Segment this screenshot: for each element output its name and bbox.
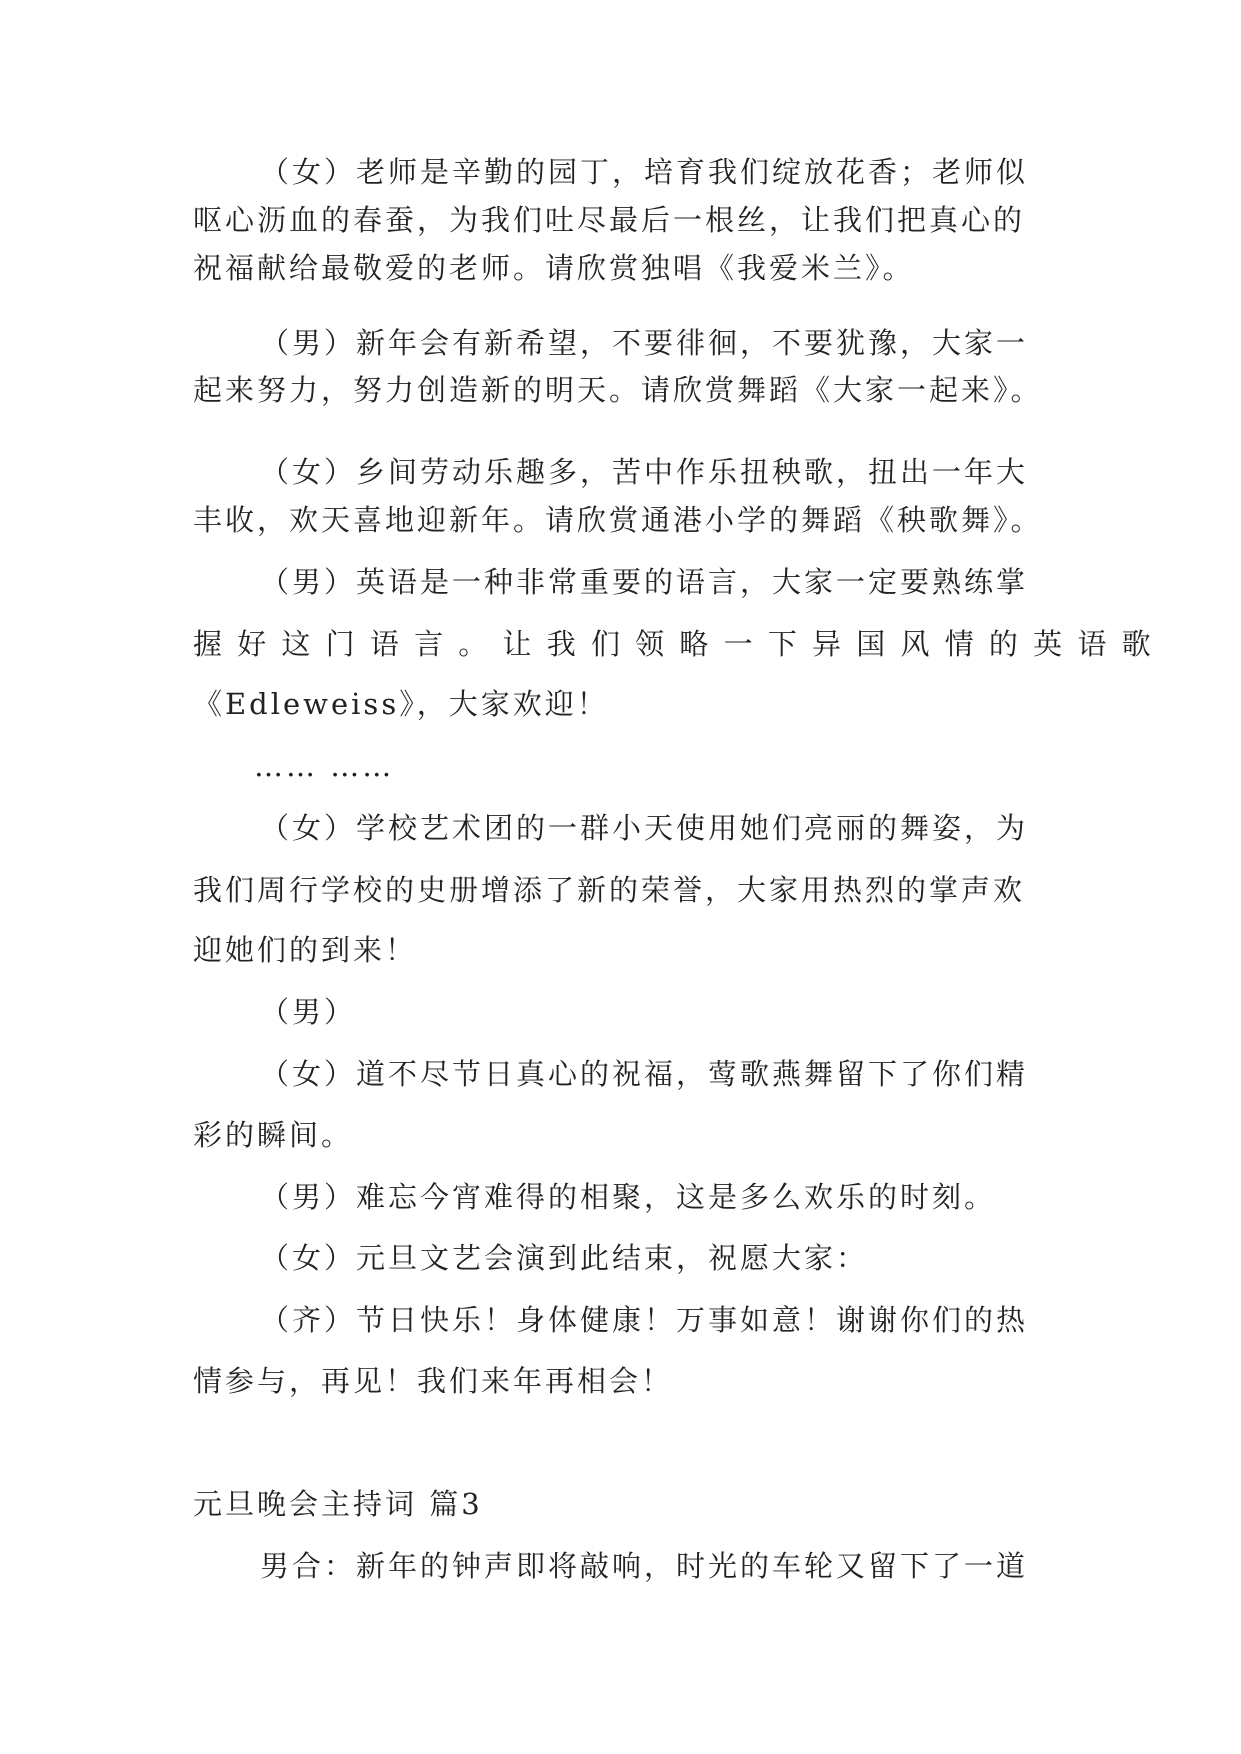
text-line — [0, 624, 1241, 664]
text-line — [0, 562, 1241, 602]
line-text: （男）难忘今宵难得的相聚，这是多么欢乐的时刻。 — [260, 1180, 997, 1214]
text-line — [0, 1054, 1241, 1094]
line-text: （女）乡间劳动乐趣多，苦中作乐扭秧歌，扭出一年大 — [260, 455, 1029, 489]
line-text: （齐）节日快乐！身体健康！万事如意！谢谢你们的热 — [260, 1303, 1029, 1337]
text-line — [0, 248, 1241, 288]
line-text: （女）道不尽节日真心的祝福，莺歌燕舞留下了你们精 — [260, 1057, 1029, 1091]
section-heading — [0, 1484, 1241, 1524]
text-line — [0, 323, 1241, 363]
text-line — [0, 152, 1241, 192]
text-line — [0, 746, 1241, 786]
line-text: 男合：新年的钟声即将敲响，时光的车轮又留下了一道 — [260, 1549, 1029, 1583]
text-line — [0, 1115, 1241, 1155]
text-line — [0, 1177, 1241, 1217]
line-text: 起来努力，努力创造新的明天。请欣赏舞蹈《大家一起来》。 — [193, 373, 1043, 407]
line-text: 祝福献给最敬爱的老师。请欣赏独唱《我爱米兰》。 — [193, 251, 915, 285]
line-text: …… …… — [254, 749, 395, 783]
heading-text: 元旦晚会主持词 篇3 — [193, 1487, 483, 1521]
text-line — [0, 930, 1241, 970]
line-text: 《Edleweiss》，大家欢迎！ — [193, 687, 609, 721]
text-line — [0, 1546, 1241, 1586]
text-line — [0, 992, 1241, 1032]
line-text: 彩的瞬间。 — [193, 1118, 354, 1152]
line-text: （男） — [260, 995, 357, 1029]
text-line — [0, 452, 1241, 492]
text-line — [0, 1361, 1241, 1401]
text-line — [0, 500, 1241, 540]
text-line — [0, 1300, 1241, 1340]
text-line — [0, 1238, 1241, 1278]
line-text: （女）学校艺术团的一群小天使用她们亮丽的舞姿，为 — [260, 811, 1029, 845]
line-text: （女）元旦文艺会演到此结束，祝愿大家： — [260, 1241, 869, 1275]
text-line — [0, 200, 1241, 240]
line-text: 呕心沥血的春蚕，为我们吐尽最后一根丝，让我们把真心的 — [193, 203, 1026, 237]
text-line — [0, 370, 1241, 410]
text-line — [0, 684, 1241, 724]
text-line — [0, 808, 1241, 848]
line-text: 迎她们的到来！ — [193, 933, 418, 967]
line-text: （女）老师是辛勤的园丁，培育我们绽放花香；老师似 — [260, 155, 1029, 189]
line-text: （男）新年会有新希望，不要徘徊，不要犹豫，大家一 — [260, 326, 1029, 360]
line-text: 情参与，再见！我们来年再相会！ — [193, 1364, 674, 1398]
line-text: （男）英语是一种非常重要的语言，大家一定要熟练掌 — [260, 565, 1029, 599]
text-line — [0, 870, 1241, 910]
line-text: 我们周行学校的史册增添了新的荣誉，大家用热烈的掌声欢 — [193, 873, 1026, 907]
line-text: 丰收，欢天喜地迎新年。请欣赏通港小学的舞蹈《秧歌舞》。 — [193, 503, 1043, 537]
justified-text: 握 好 这 门 语 言 。 让 我 们 领 略 一 下 异 国 风 情 的 英 语 歌 — [193, 627, 1154, 661]
